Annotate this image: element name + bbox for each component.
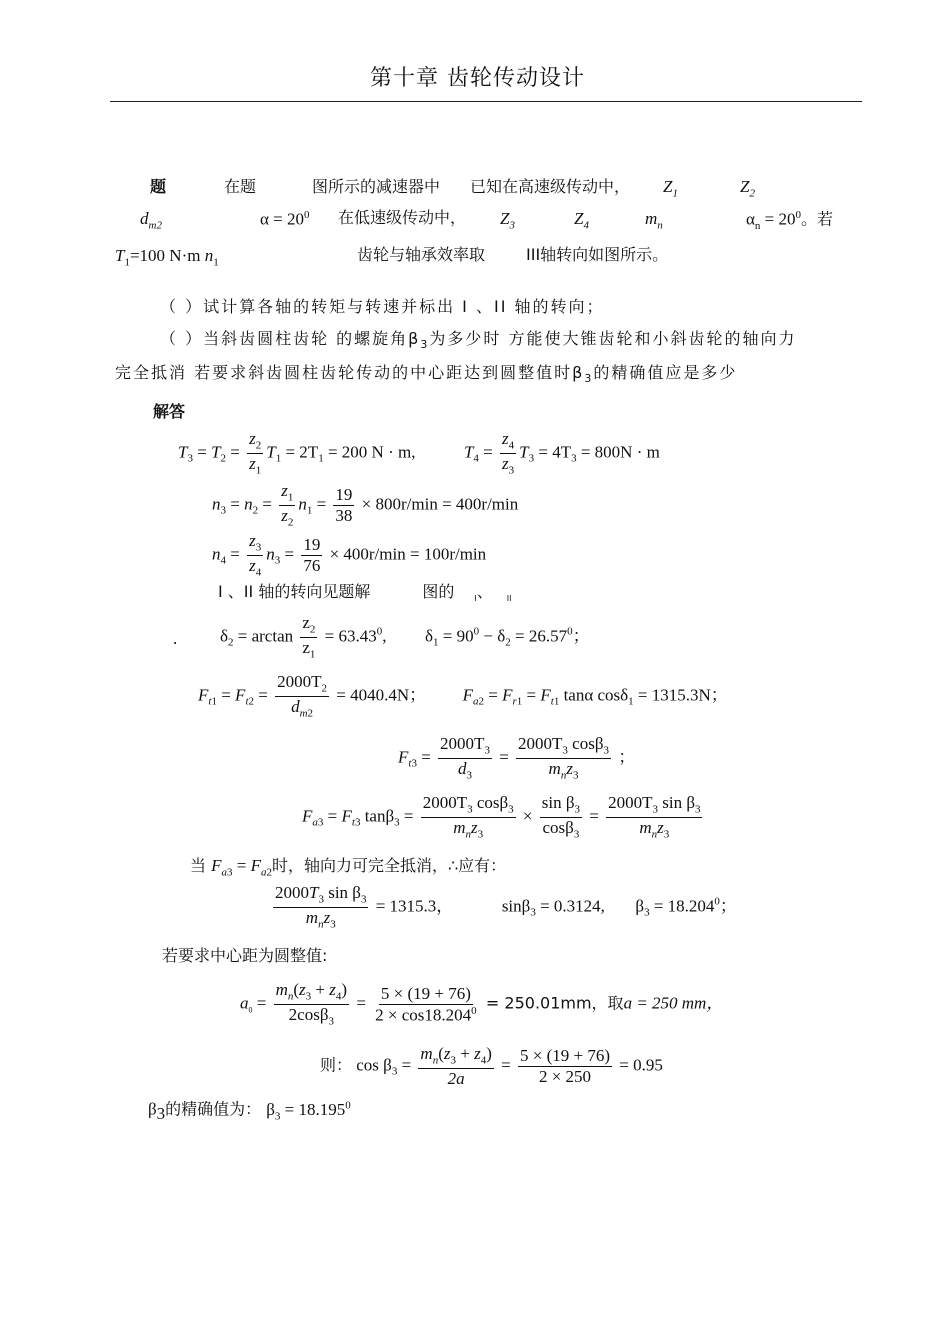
center-distance-note: 若要求中心距为圆整值:	[162, 946, 328, 965]
symbol-z4: $Z_4$	[574, 209, 589, 232]
symbol-t1: $T_1=100$ N·m $n_1$	[115, 246, 219, 269]
equation-a0: $a_0$ = $\frac{m_n(z_3 + z_4)}{2\cos\beta_3}$ = $\frac{5 \times (19 + 76)}{2 \times \cos 18.204^0}$ = 250.01mm，取a = 250 mm，	[240, 980, 724, 1028]
bullet-dot: .	[173, 629, 178, 648]
question-2-cont: 完全抵消 若要求斜齿圆柱齿轮传动的中心距达到圆整值时$\beta_3$的精确值应是多少	[115, 363, 738, 386]
equation-delta: $\delta_2 = \arctan$ $\frac{z_2}{z_1}$ = $63.43^0$, $\delta_1 = 90^0 - \delta_2 = 26.57^0$；	[220, 613, 590, 661]
equation-beta: $\frac{2000T_3 \sin \beta_3}{m_nz_3}$ = 1315.3， sinβ$_3$ = 0.3124, $\beta_3 = 18.204^0$；	[275, 883, 737, 931]
question-2: （ ）当斜齿圆柱齿轮 的螺旋角$\beta_3$为多少时 方能使大锥齿轮和小斜齿轮的轴向力	[160, 329, 797, 352]
equation-ft3: $F_{t3}$ = $\frac{2000T_3}{d_3}$ = $\frac{2000T_3 \cos\beta_3}{m_nz_3}$ ；	[398, 734, 636, 782]
header-rule	[110, 101, 862, 102]
symbol-z3: $Z_3$	[500, 209, 515, 232]
equation-ft: $F_{t1} = F_{t2}$ = $\frac{2000T_2}{d_{m2}}$ = 4040.4N； $F_{a2} = F_{r1} = F_{t1}$ tanα cosδ$_1$ = 1315.3N；	[198, 672, 728, 720]
equation-speed-n4: $n_4$ = $\frac{z_3}{z_4}$ $n_3$ = $\frac{19}{76}$ × 400r/min = 100r/min	[212, 531, 487, 579]
symbol-z1: $Z_1$	[663, 177, 678, 200]
problem-text: III轴转向如图所示。	[526, 245, 669, 264]
page-title: 第十章 齿轮传动设计	[370, 66, 585, 91]
answer-heading: 解答	[153, 402, 186, 421]
problem-text: 在低速级传动中，	[338, 208, 467, 227]
problem-text: 在题	[224, 177, 257, 196]
equation-torque: $T_3 = T_2$ = $\frac{z_2}{z_1}$ $T_1 = 2T_1 = 200$ N · m, $T_4$ = $\frac{z_4}{z_3}$ $T_3 = 4T_3 = 800N \cdot m$	[178, 429, 660, 477]
problem-text: 图所示的减速器中	[312, 177, 441, 196]
final-result: $\beta_3$的精确值为： $\beta_3 = 18.195^0$	[148, 1099, 351, 1123]
equation-fa3: $F_{a3} = F_{t3}$ tanβ$_3$ = $\frac{2000T_3 \cos\beta_3}{m_nz_3}$ × $\frac{\sin \beta_3}{\cos\beta_3}$ = $\frac{2000T_3 \sin \beta_3}{m_nz_3}$	[302, 793, 701, 841]
question-1: （ ）试计算各轴的转矩与转速并标出 I 、II 轴的转向；	[160, 297, 605, 316]
symbol-mn: $m_n$	[645, 209, 663, 232]
symbol-z2: $Z_2$	[740, 177, 755, 200]
symbol-alpha-n: $\alpha_n = 20^0$。若	[746, 209, 834, 233]
symbol-dm2: $d_{m2}$	[140, 209, 162, 232]
equation-speed-n3: $n_3 = n_2$ = $\frac{z_1}{z_2}$ $n_1$ = $\frac{19}{38}$ × 800r/min = 400r/min	[212, 481, 519, 529]
problem-text: 齿轮与轴承效率取	[357, 245, 486, 264]
equation-cos: 则： $\cos \beta_3$ = $\frac{m_n(z_3 + z_4)}{2a}$ = $\frac{5 \times (19 + 76)}{2 \times 250}$ = 0.95	[320, 1044, 663, 1088]
condition-line: 当 $F_{a3} = F_{a2}$时，轴向力可完全抵消，∴应有：	[190, 856, 507, 879]
symbol-alpha: $\alpha = 20^0$	[260, 209, 310, 229]
problem-text: 已知在高速级传动中，	[470, 177, 631, 196]
rotation-note: I 、II 轴的转向见题解 图的 $_I$、 $_{II}$	[218, 582, 512, 604]
problem-label: 题	[150, 177, 167, 196]
